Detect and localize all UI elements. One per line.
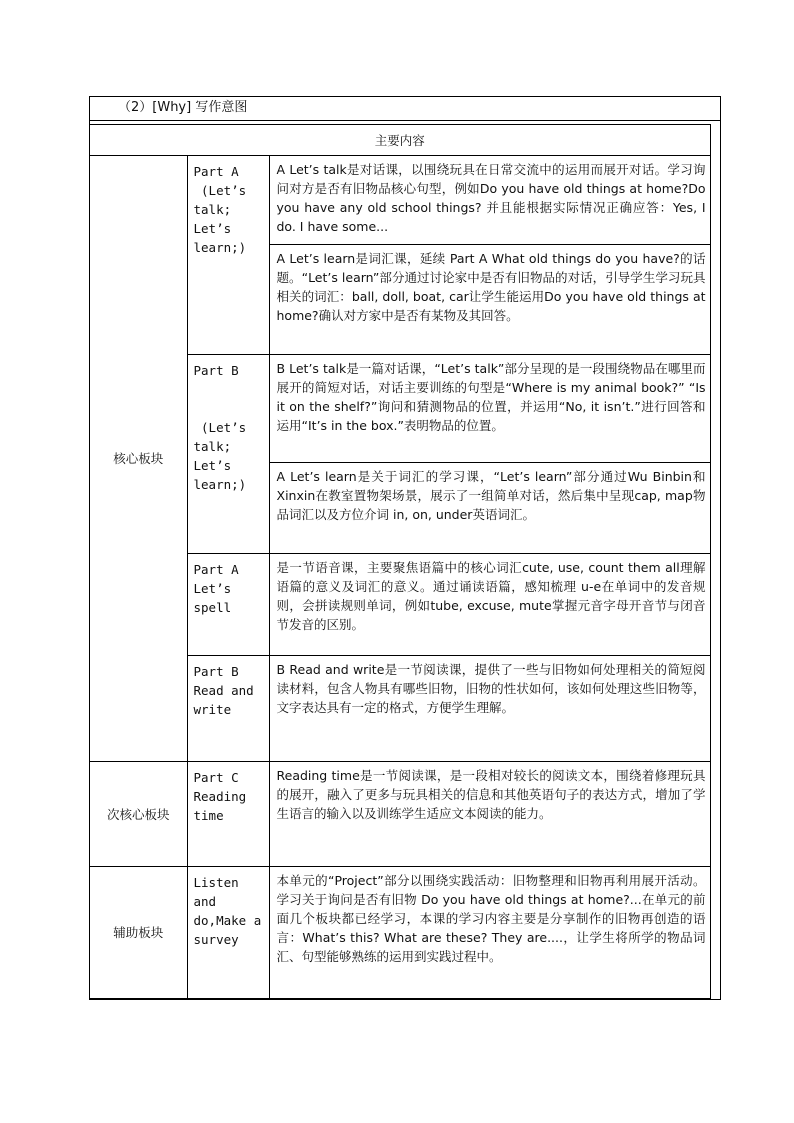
content-text: A Let’s learn是关于词汇的学习课，“Let’s learn”部分通过Wu Binbin和Xinxin在教室置物架场景，展示了一组简单对话，然后集中呈现cap, map物品词汇以及方位介词 in, on, under英语词汇。 — [269, 463, 710, 554]
part-label-line: learn;) — [193, 477, 247, 492]
part-label-line: Let’s — [193, 221, 232, 236]
part-label-line: time — [193, 808, 224, 823]
content-text: A Let’s talk是对话课，以围绕玩具在日常交流中的运用而展开对话。学习询问对方是否有旧物品核心句型，例如Do you have old things at home?Do you have any old school things? 并且能根据实际情况正确应答：Yes, I do. I have some... — [269, 156, 710, 245]
table-row — [90, 156, 710, 245]
part-label-line: spell — [193, 600, 232, 615]
part-label — [187, 867, 269, 999]
part-label-line: do,Make a — [193, 913, 262, 928]
section-label: 核心板块 — [90, 156, 187, 762]
content-table — [90, 124, 711, 999]
part-label-line: Let’s — [193, 458, 232, 473]
part-label — [187, 156, 269, 355]
document-frame — [89, 96, 721, 1000]
section-label: 次核心板块 — [90, 762, 187, 867]
part-label-line: learn;) — [193, 240, 247, 255]
part-label-line: (Let’s — [193, 183, 247, 198]
section-label: 辅助板块 — [90, 867, 187, 999]
part-label-line: Part B — [193, 664, 239, 679]
content-text: Reading time是一节阅读课，是一段相对较长的阅读文本，围绕着修理玩具的展开，融入了更多与玩具相关的信息和其他英语句子的表达方式，增加了学生语言的输入以及训练学生适应文本阅读的能力。 — [269, 762, 710, 867]
spacer — [194, 380, 265, 399]
content-text: B Read and write是一节阅读课，提供了一些与旧物如何处理相关的简短阅读材料，包含人物具有哪些旧物，旧物的性状如何，该如何处理这些旧物等，文字表达具有一定的格式，方便学生理解。 — [269, 656, 710, 762]
table-row — [90, 867, 710, 999]
table-header: 主要内容 — [90, 125, 710, 156]
part-label-line: Part B — [193, 363, 239, 378]
part-label — [187, 554, 269, 656]
part-label-line: Part C — [193, 770, 239, 785]
part-label-line: Read and — [193, 683, 254, 698]
part-label — [187, 762, 269, 867]
table-header-row — [90, 125, 710, 156]
part-label-line: talk; — [193, 439, 232, 454]
content-text: B Let’s talk是一篇对话课，“Let’s talk”部分呈现的是一段围绕物品在哪里而展开的简短对话，对话主要训练的句型是“Where is my animal book?” “Is it on the shelf?”询问和猜测物品的位置，并运用“No, it isn’t.”进行回答和运用“It’s in the box.”表明物品的位置。 — [269, 355, 710, 463]
part-label-line: Let’s — [193, 581, 232, 596]
spacer — [194, 399, 265, 418]
part-label-line: (Let’s — [193, 420, 247, 435]
part-label-line: Part A — [193, 562, 239, 577]
part-label — [187, 355, 269, 554]
content-text: 是一节语音课，主要聚焦语篇中的核心词汇cute, use, count them all理解语篇的意义及词汇的意义。通过诵读语篇，感知梳理 u-e在单词中的发音规则，会拼读规则单词，例如tube, excuse, mute掌握元音字母开音节与闭音节发音的区别。 — [269, 554, 710, 656]
part-label-line: Reading — [193, 789, 247, 804]
content-text: 本单元的“Project”部分以围绕实践活动：旧物整理和旧物再利用展开活动。学习关于询问是否有旧物 Do you have old things at home?...在单元的前面几个板块都已经学习，本课的学习内容主要是分享制作的旧物再创造的语言：What’s this? What are these? They are....，让学生将所学的物品词汇、句型能够熟练的运用到实践过程中。 — [269, 867, 710, 999]
part-label-line: write — [193, 702, 232, 717]
content-text: A Let’s learn是词汇课，延续 Part A What old things do you have?的话题。“Let’s learn”部分通过讨论家中是否有旧物品的对话，引导学生学习玩具相关的词汇：ball, doll, boat, car让学生能运用Do you have old things at home?确认对方家中是否有某物及其回答。 — [269, 245, 710, 355]
part-label-line: survey — [193, 932, 239, 947]
part-label-line: Part A — [193, 164, 239, 179]
part-label-line: and — [193, 894, 217, 909]
part-label-line: Listen — [193, 875, 239, 890]
part-label — [187, 656, 269, 762]
section-title: （2）[Why] 写作意图 — [90, 97, 720, 121]
table-row — [90, 762, 710, 867]
part-label-line: talk; — [193, 202, 232, 217]
